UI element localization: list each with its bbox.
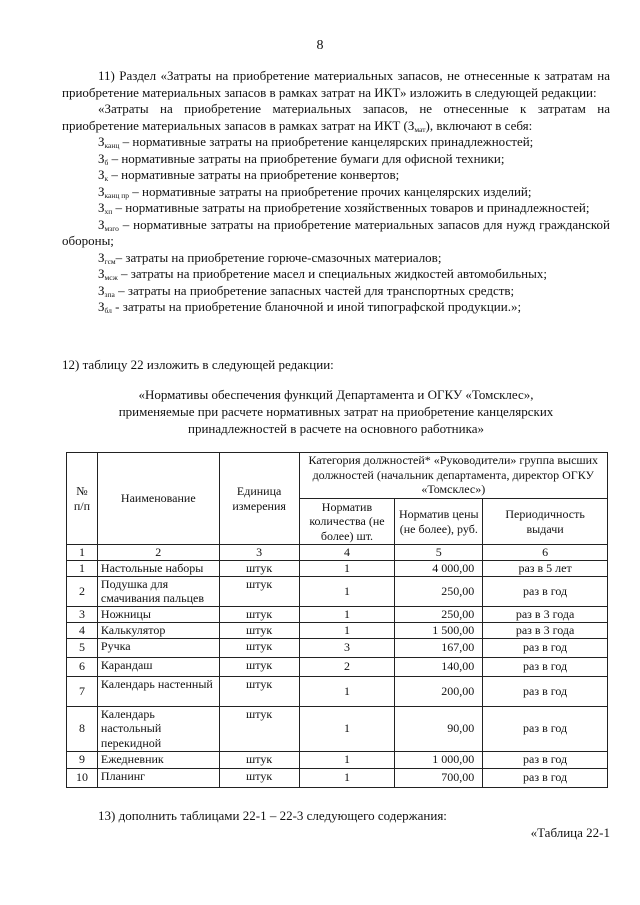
row-name: Ручка	[97, 638, 219, 657]
row-quantity: 1	[299, 622, 395, 638]
cost-component-item: $З_{мсж}$ – затраты на приобретение масел и специальных жидкостей автомобильных;	[98, 266, 547, 282]
header-category: Категория должностей* «Руководители» группа высших должностей (начальник департамента, директор ОГКУ «Томсклес»)	[299, 453, 607, 499]
row-period: раз в 5 лет	[483, 560, 608, 576]
item-11-block	[62, 68, 610, 316]
row-period: раз в год	[483, 638, 608, 657]
row-quantity: 1	[299, 706, 395, 751]
row-number: 2	[67, 576, 98, 606]
row-name: Ножницы	[97, 606, 219, 622]
row-name: Ежедневник	[97, 751, 219, 768]
row-unit: штук	[219, 706, 299, 751]
header-period: Периодичность выдачи	[483, 499, 608, 545]
row-price: 250,00	[395, 576, 483, 606]
row-unit: штук	[219, 576, 299, 606]
row-unit: штук	[219, 560, 299, 576]
cost-component-item: $З_б$ – нормативные затраты на приобретение бумаги для офисной техники;	[98, 150, 505, 167]
table-row	[67, 560, 608, 576]
row-period: раз в год	[483, 706, 608, 751]
row-name: Планинг	[97, 768, 219, 787]
cost-component-item: $З_{хп}$ – нормативные затраты на приобретение хозяйственных товаров и принадлежностей;	[98, 200, 590, 216]
table-row	[67, 768, 608, 787]
item-13-block	[62, 808, 610, 841]
row-number: 1	[67, 560, 98, 576]
row-period: раз в год	[483, 657, 608, 676]
table-22-1-ref: «Таблица 22-1	[530, 824, 610, 840]
row-name: Подушка для смачивания пальцев	[97, 576, 219, 606]
col-number: 1	[67, 545, 98, 561]
row-price: 4 000,00	[395, 560, 483, 576]
cost-component-item: $З_к$ – нормативные затраты на приобретение конвертов;	[98, 167, 400, 183]
table-row	[67, 751, 608, 768]
row-number: 8	[67, 706, 98, 751]
row-period: раз в год	[483, 576, 608, 606]
item-11-quote: «Затраты на приобретение материальных запасов, не отнесенные к затратам на приобретение материальных запасов в рамках затрат на ИКТ $(З_{мат})$, включают в себя:	[62, 101, 610, 134]
row-price: 140,00	[395, 657, 483, 676]
norms-table	[66, 452, 608, 788]
row-price: 1 000,00	[395, 751, 483, 768]
col-number: 5	[395, 545, 483, 561]
row-period: раз в 3 года	[483, 606, 608, 622]
cost-component-item: $З_{мзго}$ – нормативные затраты на приобретение материальных запасов для нужд гражданской обороны;	[62, 216, 610, 248]
row-quantity: 1	[299, 606, 395, 622]
cost-components-list	[62, 134, 610, 316]
table-row	[67, 676, 608, 706]
table-body	[67, 560, 608, 787]
row-unit: штук	[219, 676, 299, 706]
table-row	[67, 622, 608, 638]
header-num: № п/п	[67, 453, 98, 545]
row-unit: штук	[219, 638, 299, 657]
row-price: 1 500,00	[395, 622, 483, 638]
row-unit: штук	[219, 622, 299, 638]
table-row	[67, 606, 608, 622]
row-number: 6	[67, 657, 98, 676]
row-period: раз в год	[483, 751, 608, 768]
header-unit: Единица измерения	[219, 453, 299, 545]
row-unit: штук	[219, 606, 299, 622]
row-period: раз в год	[483, 676, 608, 706]
row-quantity: 2	[299, 657, 395, 676]
row-price: 167,00	[395, 638, 483, 657]
header-qty: Норматив количества (не более) шт.	[299, 499, 395, 545]
col-number: 3	[219, 545, 299, 561]
row-price: 250,00	[395, 606, 483, 622]
item-13-intro: 13) дополнить таблицами 22-1 – 22-3 следующего содержания:	[98, 808, 447, 823]
row-price: 200,00	[395, 676, 483, 706]
row-name: Календарь настенный	[97, 676, 219, 706]
item-11-intro: 11) Раздел «Затраты на приобретение материальных запасов, не отнесенные к затратам на приобретение материальных запасов в рамках затрат на ИКТ» изложить в следующей редакции:	[62, 68, 610, 100]
cost-component-item: $З_{бл}$ - затраты на приобретение бланочной и иной типографской продукции.»;	[98, 299, 522, 315]
row-price: 90,00	[395, 706, 483, 751]
row-quantity: 1	[299, 751, 395, 768]
row-quantity: 3	[299, 638, 395, 657]
table-title: «Нормативы обеспечения функций Департамента и ОГКУ «Томсклес», применяемые при расчете нормативных затрат на приобретение канцелярских принадлежностей в расчете на основного работника»	[118, 387, 554, 436]
table-row	[67, 638, 608, 657]
cost-component-item: $З_{зпа}$ – затраты на приобретение запасных частей для транспортных средств;	[98, 282, 515, 299]
header-name: Наименование	[97, 453, 219, 545]
col-number: 4	[299, 545, 395, 561]
row-period: раз в 3 года	[483, 622, 608, 638]
row-unit: штук	[219, 657, 299, 676]
row-quantity: 1	[299, 676, 395, 706]
row-unit: штук	[219, 751, 299, 768]
row-number: 4	[67, 622, 98, 638]
row-quantity: 1	[299, 576, 395, 606]
item-12-intro: 12) таблицу 22 изложить в следующей редакции:	[62, 357, 334, 372]
row-name: Карандаш	[97, 657, 219, 676]
row-number: 10	[67, 768, 98, 787]
col-number: 2	[97, 545, 219, 561]
cost-component-item: $З_{гсм}-$ затраты на приобретение горюче-смазочных материалов;	[98, 249, 442, 266]
col-number: 6	[483, 545, 608, 561]
header-price: Норматив цены (не более), руб.	[395, 499, 483, 545]
row-number: 3	[67, 606, 98, 622]
page-number: 8	[316, 38, 324, 53]
table-row	[67, 706, 608, 751]
row-name: Калькулятор	[97, 622, 219, 638]
row-name: Календарь настольный перекидной	[97, 706, 219, 751]
row-number: 7	[67, 676, 98, 706]
row-quantity: 1	[299, 560, 395, 576]
row-price: 700,00	[395, 768, 483, 787]
row-unit: штук	[219, 768, 299, 787]
table-row	[67, 657, 608, 676]
table-row	[67, 576, 608, 606]
row-number: 9	[67, 751, 98, 768]
row-period: раз в год	[483, 768, 608, 787]
row-number: 5	[67, 638, 98, 657]
cost-component-item: $З_{канц пр}$ – нормативные затраты на приобретение прочих канцелярских изделий;	[98, 183, 532, 200]
row-quantity: 1	[299, 768, 395, 787]
row-name: Настольные наборы	[97, 560, 219, 576]
cost-component-item: $З_{канц}$ – нормативные затраты на приобретение канцелярских принадлежностей;	[98, 134, 534, 150]
